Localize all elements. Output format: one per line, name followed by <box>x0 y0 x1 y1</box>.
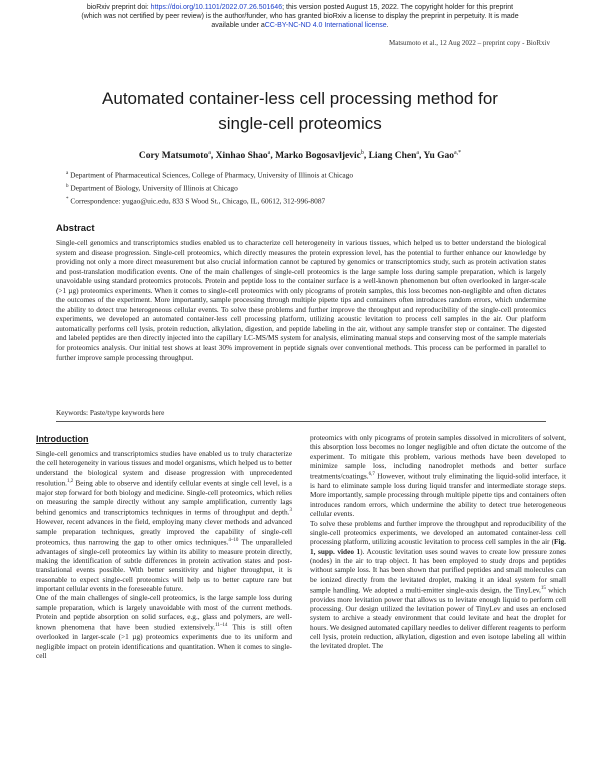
abstract-heading: Abstract <box>56 223 95 234</box>
paragraph: Single-cell genomics and transcriptomics studies have enabled us to truly characterize the cell heterogeneity in various tissues and model organisms, which helped us to better understand the biological system and disease progression with unprecedented resolution.$^{1,2}$ Being able to observe and identify cellular events at single cell level, is a major step forward for both biology and medicine. Single-cell proteomics, which relies on measuring the sample directly without any sample amplification, currently lags behind genomics and transcriptomics techniques in terms of throughput and depth.$^3$ However, recent advances in the field, employing many clever methods and advanced sample preparation techniques, greatly improved the capability of single-cell proteomics, thus narrowing the gap to other omics techniques.$^{4-10}$ The unparalleled advantages of single-cell proteomics lay within its ability to measure protein directly, making the identification of subtle differences in protein activation states and post-translational events possible. With better sensitivity and higher throughput, it is reasonable to expect single-cell proteomics will help us to better capture rare but important cellular events in the foreseeable future. <box>36 449 293 594</box>
author-list: Cory Matsumoto$^a$, Xinhao Shao$^a$, Marko Bogosavljevic$^b$, Liang Chen$^a$, Yu Gao$^{a,*}$ <box>138 150 462 162</box>
author: Liang Chen$^a$ <box>368 150 420 162</box>
preprint-line3-suffix: . <box>386 22 389 29</box>
preprint-notice-line-3 <box>30 21 570 30</box>
paper-title <box>40 86 560 136</box>
affiliation: $^b$ Department of Biology, University of Illinois at Chicago <box>66 183 238 193</box>
doi-link[interactable]: https://doi.org/10.1101/2022.07.26.501646 <box>150 4 283 11</box>
paragraph: One of the main challenges of single-cell proteomics, is the large sample loss during sample preparation, which is largely unavoidable with most of the current methods. Protein and peptide absorption on solid surfaces, e.g., glass and polymers, are well-known phenomena that have been studied extensively.$^{11-14}$ This is still often overlooked in larger-scale (>1 µg) proteomics experiments due to its uniform and negligible impact on protein identifications and quantitation. When it comes to single-cell <box>36 593 293 660</box>
preprint-line1-prefix: bioRxiv preprint doi: <box>86 4 151 11</box>
section-divider <box>56 421 546 422</box>
author: Cory Matsumoto$^a$ <box>138 150 211 162</box>
introduction-heading: Introduction <box>36 434 89 444</box>
preprint-line3-prefix: available under a <box>211 22 265 29</box>
affiliations <box>66 168 546 207</box>
affiliation: $^a$ Department of Pharmaceutical Sciences, College of Pharmacy, University of Illinois at Chicago <box>66 170 354 180</box>
author: Xinhao Shao$^a$ <box>215 150 271 162</box>
preprint-line1-suffix: ; this version posted August 15, 2022. The copyright holder for this preprint <box>282 4 514 11</box>
abstract-text: Single-cell genomics and transcriptomics studies enabled us to characterize cell heterogeneity in various tissues, which helped us to better understand the biological system and disease progression. Single-cell proteomics, which directly measures the protein expression level, has the potential to further enhance our knowledge by providing not only a more direct measurement but also crucial information cannot be captured by genomics or transcriptomics study, such as protein activation states and post-translation modification events. One of the main challenges of single-cell proteomics is the large sample loss during sample preparation, which is largely unavoidable using standard proteomics protocols. Protein and peptide loss to the container surface is a well-known phenomenon but often overlooked in larger-scale (>1 µg) proteomics experiments. When it comes to single-cell proteomics with only picograms of protein samples, this loss becomes non-negligible and often dictates the outcomes of the experiment. More importantly, sample processing through multiple pipette tips and containers often introduces random errors, which undermine the ability to detect true heterogeneous cellular events. To solve these problems and further improve the throughput and reproducibility of the single-cell proteomics experiments, we developed an automated container-less cell processing platform, utilizing acoustic levitation to process cell samples in the air. Our platform automatically performs cell lysis, protein reduction, alkylation, digestion, and peptide labeling in the air, without any sample transfer step or container. The digested and labeled peptides are then directly injected into the capillary LC-MS/MS system for analysis, eliminating manual steps and conserving most of the sample materials for proteomics analysis. Our initial test shows at least 30% improvement in peptide signals over conventional methods. This process can be performed in parallel to further improve sample processing throughput. <box>56 238 546 362</box>
title-line-2: single-cell proteomics <box>218 114 382 133</box>
preprint-notice-line-1 <box>30 3 570 12</box>
title-line-1: Automated container-less cell processing method for <box>102 89 498 108</box>
author: Marko Bogosavljevic$^b$ <box>275 150 364 162</box>
preprint-notice-line-2: (which was not certified by peer review) is the author/funder, who has granted bioRxiv a license to display the preprint in perpetuity. It is made <box>81 13 519 20</box>
author: Yu Gao$^{a,*}$ <box>423 150 462 162</box>
introduction-left-column <box>36 449 292 660</box>
paragraph: To solve these problems and further improve the throughput and reproducibility of the single-cell proteomics experiments, we developed an automated container-less cell processing platform, utilizing acoustic levitation to process cell samples in the air (Fig. 1, supp. video 1). Acoustic levitation uses sound waves to create low pressure zones (nodes) in the air to trap object. It has been employed to study drops and peptides without sample loss. It has been shown that purified peptides and small molecules can be ionized directly from the levitated droplet, making it an ideal system for small sample handling. We adopted a multi-emitter single-axis design, the TinyLev,$^{15}$ which provides more levitation power that allows us to levitate enough liquid to perform cell processing. Our design utilized the levitation power of TinyLev and uses an enclosed system to archive a steady environment that could levitate and heat the droplet for hours. We designed automated capillary needles to deliver different reagents to perform cell lysis, protein reduction, alkylation, digestion and even isotope labeling all within the levitated droplet. The <box>310 518 566 651</box>
preprint-notice <box>30 3 570 30</box>
running-header: Matsumoto et al., 12 Aug 2022 – preprint copy - BioRxiv <box>389 39 550 47</box>
license-link[interactable]: CC-BY-NC-ND 4.0 International license <box>264 22 387 29</box>
keywords: Keywords: Paste/type keywords here <box>56 408 165 417</box>
paragraph: proteomics with only picograms of protein samples dissolved in microliters of solvent, this absorption loss becomes no longer negligible and often dictate the outcome of the experiment. To mitigate this problem, various methods have been developed to minimize sample loss, including nanodroplet methods and better surface treatments/coatings.$^{6,7}$ However, without truly eliminating the liquid-solid interface, it is hard to eliminate sample loss during liquid transfer and intermediate storage steps. More importantly, sample processing through multiple pipette tips and containers often introduces random errors, which undermine the ability to detect true heterogeneous cellular events. <box>310 433 566 519</box>
introduction-right-column <box>310 433 566 651</box>
affiliation: * Correspondence: yugao@uic.edu, 833 S Wood St., Chicago, IL, 60612, 312-996-8087 <box>66 196 326 206</box>
